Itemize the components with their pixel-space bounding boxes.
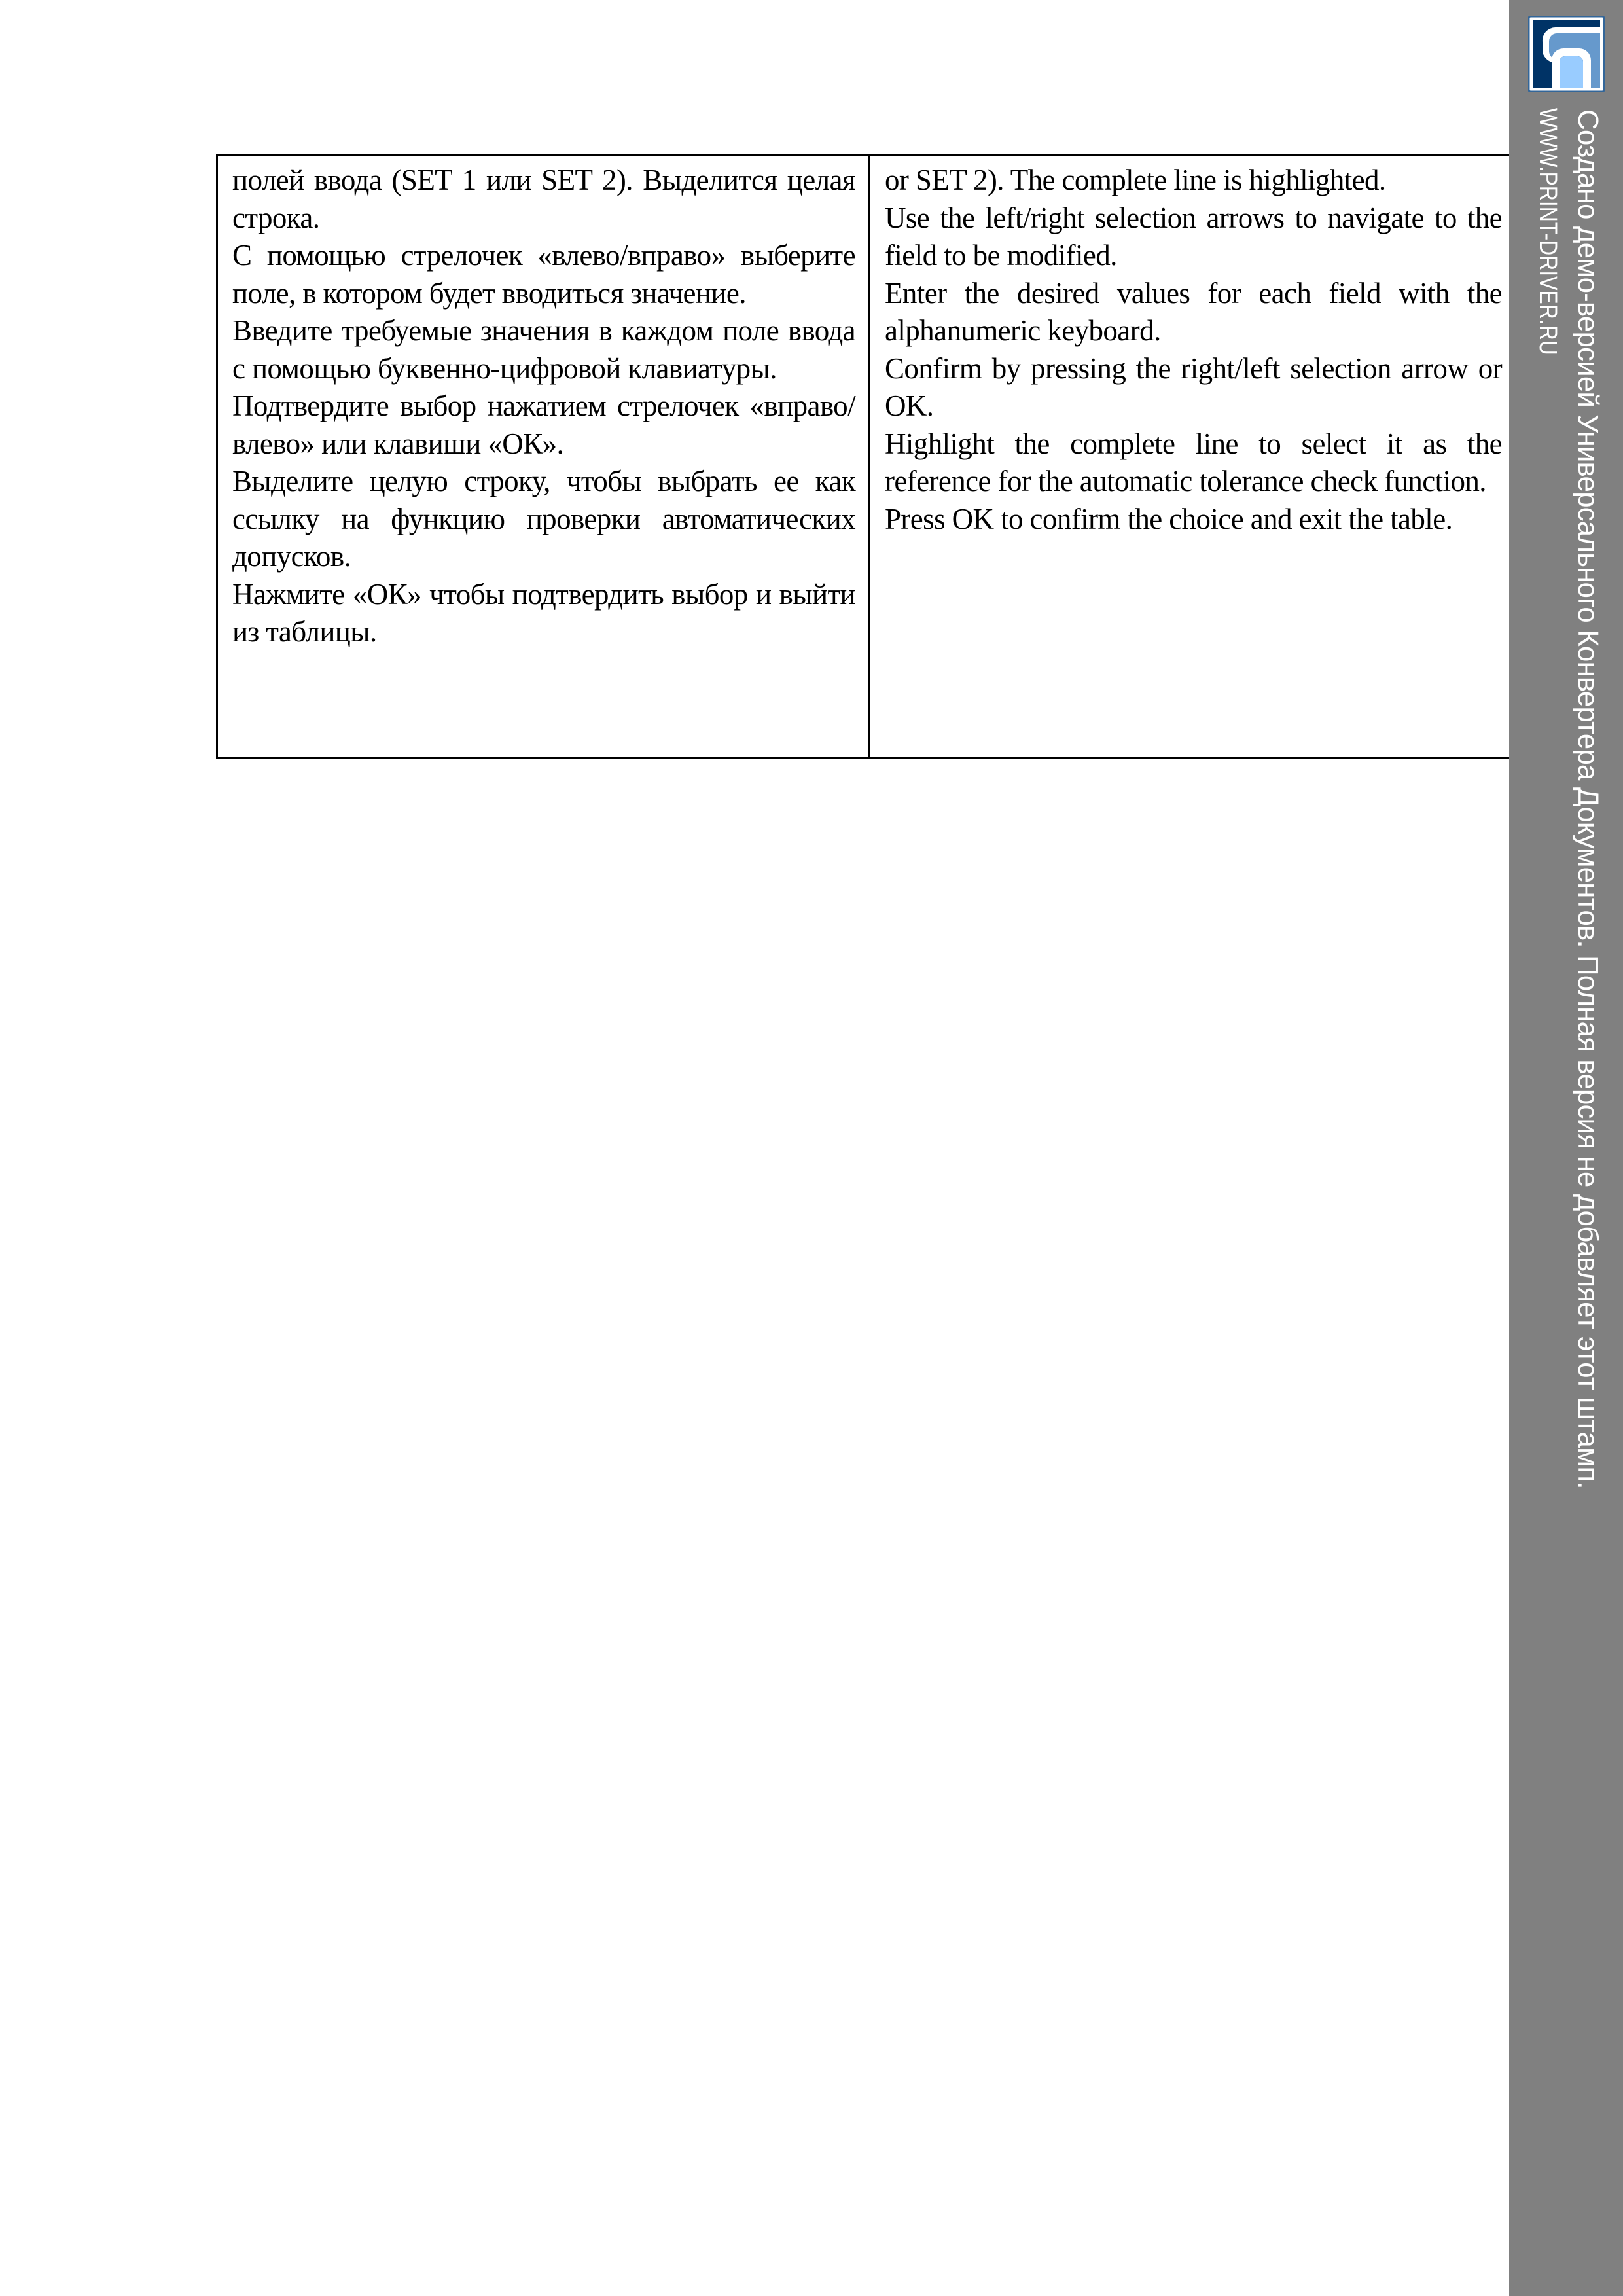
ru-paragraph: С помощью стрелочек «влево/вправо» выберите поле, в котором будет вводиться значение. — [232, 239, 855, 310]
en-paragraph: Use the left/right selection arrows to navigate to the field to be modified. — [885, 201, 1502, 272]
en-paragraph: Confirm by pressing the right/left selection arrow or OK. — [885, 351, 1502, 422]
en-paragraph: Highlight the complete line to select it as the reference for the automatic tolerance check function. — [885, 427, 1502, 497]
en-paragraph: Press OK to confirm the choice and exit the table. — [885, 502, 1453, 535]
ru-paragraph: полей ввода (SET 1 или SET 2). Выделится целая строка. — [232, 164, 855, 234]
ru-paragraph: Введите требуемые значения в каждом поле ввода с помощью буквенно-цифровой клавиатуры. — [232, 314, 855, 385]
en-paragraph: or SET 2). The complete line is highlighted. — [885, 164, 1386, 196]
bilingual-instruction-table — [216, 154, 1525, 759]
russian-column — [218, 156, 870, 757]
watermark-sidebar — [1509, 0, 1623, 2296]
print-driver-logo-icon — [1528, 16, 1605, 92]
en-paragraph: Enter the desired values for each field with the alphanumeric keyboard. — [885, 276, 1502, 347]
ru-paragraph: Нажмите «ОК» чтобы подтвердить выбор и выйти из таблицы. — [232, 577, 855, 648]
watermark-url: WWW.PRINT-DRIVER.RU — [1534, 108, 1561, 355]
watermark-text: Создано демо-версией Универсального Конвертера Документов. Полная версия не добавляет этот штамп. — [1572, 109, 1604, 1489]
ru-paragraph: Подтвердите выбор нажатием стрелочек «вправо/влево» или клавиши «ОК». — [232, 389, 855, 460]
ru-paragraph: Выделите целую строку, чтобы выбрать ее как ссылку на функцию проверки автоматических допусков. — [232, 465, 855, 573]
english-column — [870, 156, 1523, 757]
